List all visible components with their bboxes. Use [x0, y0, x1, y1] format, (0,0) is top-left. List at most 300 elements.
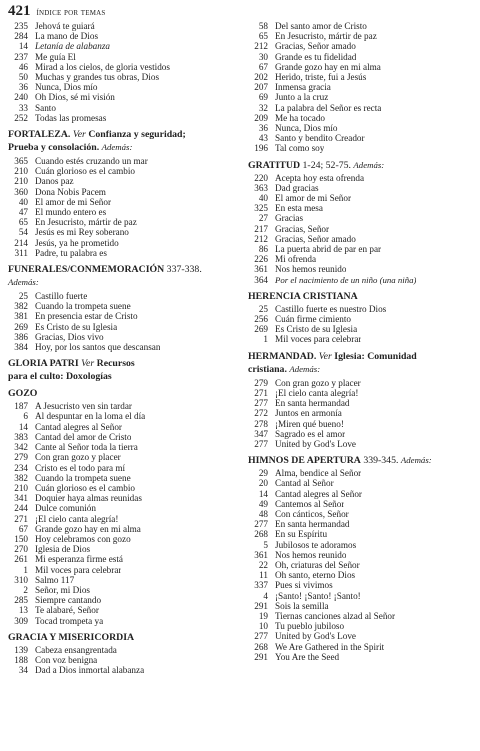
- hymn-number: 360: [14, 186, 28, 197]
- hymn-title: Con gran gozo y placer: [35, 452, 121, 463]
- index-entry: [8, 422, 242, 432]
- hymn-title: Dad a Dios inmortal alabanza: [35, 665, 145, 676]
- index-entry: [248, 642, 474, 652]
- hymn-title: Gracias, Dios vivo: [35, 331, 104, 342]
- hymn-number: 325: [254, 203, 268, 214]
- index-entry: [248, 478, 474, 488]
- section-heading-gracia: [8, 632, 242, 643]
- section-heading-hermandad-cont: [248, 364, 474, 375]
- hymn-title: Junto a la cruz: [275, 92, 329, 103]
- index-entry: [248, 398, 474, 408]
- hymn-title: En Jesucristo, mártir de paz: [275, 31, 377, 42]
- hymn-title: Cantad alegres al Señor: [275, 488, 362, 499]
- hymn-number: 337: [254, 580, 268, 591]
- hymn-title: Muchas y grandes tus obras, Dios: [35, 72, 160, 83]
- index-entry: [8, 534, 242, 544]
- entry-list: [248, 173, 474, 285]
- entry-list: [248, 468, 474, 662]
- index-entry: [8, 524, 242, 534]
- hymn-title: Nos hemos reunido: [275, 264, 347, 275]
- index-entry: [8, 463, 242, 473]
- hymn-number: 269: [14, 321, 28, 332]
- hymn-title: Sagrado es el amor: [275, 428, 346, 439]
- index-entry: [248, 133, 474, 143]
- hymn-number: 196: [254, 143, 268, 154]
- index-entry: [8, 411, 242, 421]
- section-title: FORTALEZA.: [8, 129, 71, 141]
- hymn-number: 309: [14, 615, 28, 626]
- index-entry: [248, 540, 474, 550]
- hymn-number: 384: [14, 342, 28, 353]
- hymn-title: En santa hermandad: [275, 398, 350, 409]
- hymn-number: 202: [254, 72, 268, 83]
- hymn-title: Grande gozo hay en mi alma: [35, 523, 141, 534]
- entry-list: [8, 291, 242, 352]
- hymn-number: 272: [254, 408, 268, 419]
- hymn-title: El amor de mi Señor: [275, 193, 352, 204]
- index-entry: [248, 591, 474, 601]
- entry-list: [248, 378, 474, 449]
- hymn-title: Con cánticos, Señor: [275, 508, 349, 519]
- hymn-title: Mil voces para celebrar: [35, 564, 122, 575]
- hymn-number: 43: [258, 133, 268, 144]
- hymn-number: 277: [254, 631, 268, 642]
- hymn-number: 54: [18, 227, 28, 238]
- index-entry: [248, 378, 474, 388]
- hymn-title: Es Cristo de su Iglesia: [35, 321, 118, 332]
- hymn-number: 256: [254, 314, 268, 325]
- hymn-number: 187: [14, 401, 28, 412]
- index-entry: [8, 291, 242, 301]
- hymn-number: 69: [258, 92, 268, 103]
- index-entry: [8, 605, 242, 615]
- hymn-title: Letanía de alabanza: [35, 41, 111, 52]
- index-entry: [248, 275, 474, 285]
- hymn-number: 2: [23, 584, 28, 595]
- hymn-title: Con voz benigna: [35, 654, 98, 665]
- hymn-title: Del santo amor de Cristo: [275, 21, 367, 31]
- hymn-title: Cantad alegres al Señor: [35, 421, 122, 432]
- entry-list: [248, 21, 474, 154]
- index-entry: [8, 322, 242, 332]
- hymn-number: 139: [14, 644, 28, 655]
- index-entry: [248, 621, 474, 631]
- hymn-title: Santo: [35, 102, 56, 113]
- hymn-title: United by God's Love: [275, 438, 357, 449]
- see-label: Ver: [81, 358, 95, 370]
- index-entry: [8, 585, 242, 595]
- index-entry: [8, 217, 242, 227]
- hymn-number: 67: [18, 523, 28, 534]
- hymn-number: 22: [258, 559, 268, 570]
- page-number: 421: [8, 3, 31, 19]
- hymn-title: Sois la semilla: [275, 600, 329, 611]
- entry-list: [8, 401, 242, 625]
- see-reference: Recursos: [96, 358, 135, 370]
- index-entry: [248, 601, 474, 611]
- hymn-title: We Are Gathered in the Spirit: [275, 641, 385, 652]
- hymn-title: Castillo fuerte es nuestro Dios: [275, 303, 387, 314]
- hymn-number: 311: [14, 247, 28, 258]
- hymn-number: 47: [18, 207, 28, 218]
- hymn-title: Tiernas canciones alzad al Señor: [275, 610, 396, 621]
- hymn-number: 240: [14, 92, 28, 103]
- index-entry: [248, 244, 474, 254]
- index-entry: [8, 197, 242, 207]
- index-entry: [8, 342, 242, 352]
- hymn-number: 361: [254, 264, 268, 275]
- hymn-number: 210: [14, 176, 28, 187]
- also-label: Además:: [353, 159, 385, 170]
- index-entry: [8, 452, 242, 462]
- left-column: [8, 21, 242, 675]
- hymn-number: 381: [14, 311, 28, 322]
- hymn-number: 341: [14, 493, 28, 504]
- index-entry: [248, 570, 474, 580]
- hymn-number: 212: [254, 41, 268, 52]
- hymn-title: La palabra del Señor es recta: [275, 102, 382, 113]
- hymn-number: 291: [254, 600, 268, 611]
- hymn-title: Mi ofrenda: [275, 254, 317, 265]
- index-entry: [8, 616, 242, 626]
- hymn-title: En santa hermandad: [275, 519, 350, 530]
- index-entry: [248, 388, 474, 398]
- index-entry: [8, 554, 242, 564]
- hymn-number: 383: [14, 431, 28, 442]
- index-entry: [8, 493, 242, 503]
- index-entry: [248, 52, 474, 62]
- hymn-number: 364: [254, 274, 268, 285]
- also-label: Además:: [8, 277, 39, 288]
- hymn-number: 1: [263, 334, 268, 345]
- hymn-title: Jubilosos te adoramos: [275, 539, 357, 550]
- hymn-title: En Jesucristo, mártir de paz: [35, 217, 137, 228]
- hymn-number: 5: [263, 539, 268, 550]
- hymn-title: Con gran gozo y placer: [275, 377, 361, 388]
- index-entry: [8, 103, 242, 113]
- hymn-number: 270: [14, 544, 28, 555]
- index-entry: [248, 550, 474, 560]
- index-entry: [248, 509, 474, 519]
- hymn-title: Padre, tu palabra es: [35, 247, 107, 258]
- index-entry: [8, 31, 242, 41]
- hymn-title: You Are the Seed: [275, 651, 340, 662]
- hymn-title: Oh Dios, sé mi visión: [35, 92, 115, 103]
- hymn-number: 277: [254, 519, 268, 530]
- hymn-number: 361: [254, 549, 268, 560]
- index-entry: [8, 432, 242, 442]
- index-entry: [8, 595, 242, 605]
- hymn-number: 212: [254, 233, 268, 244]
- index-entry: [248, 499, 474, 509]
- see-reference-cont: cristiana.: [248, 363, 287, 375]
- hymn-title: Cantad del amor de Cristo: [35, 431, 132, 442]
- also-label: Además:: [400, 455, 432, 466]
- index-entry: [248, 173, 474, 183]
- hymn-title: United by God's Love: [275, 631, 357, 642]
- index-entry: [8, 207, 242, 217]
- hymn-number: 207: [254, 82, 268, 93]
- hymn-number: 150: [14, 533, 28, 544]
- index-entry: [8, 332, 242, 342]
- hymn-number: 46: [18, 61, 28, 72]
- index-entry: [8, 82, 242, 92]
- index-entry: [248, 203, 474, 213]
- hymn-title: Cante al Señor toda la tierra: [35, 442, 138, 453]
- index-entry: [248, 304, 474, 314]
- index-entry: [8, 655, 242, 665]
- hymn-number: 14: [258, 488, 268, 499]
- hymn-title: Danos paz: [35, 176, 74, 187]
- hymn-title: Oh santo, eterno Dios: [275, 570, 356, 581]
- hymn-title: El amor de mi Señor: [35, 196, 112, 207]
- hymn-title: Nos hemos reunido: [275, 549, 347, 560]
- index-entry: [248, 264, 474, 274]
- hymn-number: 65: [258, 31, 268, 42]
- hymn-title: Cantad al Señor: [275, 478, 334, 489]
- hymn-number: 25: [18, 291, 28, 302]
- hymn-number: 6: [23, 411, 28, 422]
- hymn-number: 10: [258, 621, 268, 632]
- hymn-title: Grande es tu fidelidad: [275, 51, 357, 62]
- hymn-number: 49: [258, 498, 268, 509]
- hymn-number: 20: [258, 478, 268, 489]
- index-entry: [248, 193, 474, 203]
- section-heading-gratitud: [248, 160, 474, 171]
- index-entry: [8, 575, 242, 585]
- hymn-number: 86: [258, 244, 268, 255]
- hymn-title: Cuán glorioso es el cambio: [35, 166, 136, 177]
- hymn-title: Dulce comunión: [35, 503, 96, 514]
- hymn-title: Cuando estés cruzando un mar: [35, 156, 148, 167]
- hymn-number: 214: [14, 237, 28, 248]
- index-entry: [248, 519, 474, 529]
- hymn-number: 226: [254, 254, 268, 265]
- hymn-title: Mirad a los cielos, de gloria vestidos: [35, 61, 170, 72]
- hymn-number: 310: [14, 574, 28, 585]
- hymn-title: Dad gracias: [275, 182, 319, 193]
- index-entry: [248, 580, 474, 590]
- index-entry: [8, 565, 242, 575]
- hymn-title: Por el nacimiento de un niño (una niña): [275, 274, 417, 285]
- hymn-number: 65: [18, 217, 28, 228]
- also-label: Además:: [289, 363, 321, 374]
- index-entry: [8, 113, 242, 123]
- hymn-number: 279: [254, 377, 268, 388]
- index-entry: [248, 143, 474, 153]
- hymn-number: 269: [254, 324, 268, 335]
- index-entry: [8, 473, 242, 483]
- index-entry: [8, 544, 242, 554]
- hymn-number: 210: [14, 166, 28, 177]
- hymn-number: 217: [254, 223, 268, 234]
- hymn-title: Te alabaré, Señor: [35, 605, 99, 616]
- index-entry: [8, 227, 242, 237]
- hymn-number: 291: [254, 651, 268, 662]
- hymn-number: 30: [258, 51, 268, 62]
- hymn-title: Hoy celebramos con gozo: [35, 533, 131, 544]
- hymn-title: Tu pueblo jubiloso: [275, 621, 345, 632]
- hymn-number: 363: [254, 182, 268, 193]
- hymn-title: La mano de Dios: [35, 31, 99, 42]
- hymn-number: 277: [254, 398, 268, 409]
- hymn-title: Es Cristo de su Iglesia: [275, 324, 358, 335]
- hymn-number: 67: [258, 61, 268, 72]
- hymn-title: Al despuntar en la loma el día: [35, 411, 146, 422]
- index-entry: [248, 21, 474, 31]
- entry-list: [8, 21, 242, 123]
- hymn-title: ¡El cielo canta alegría!: [275, 387, 359, 398]
- index-entry: [248, 652, 474, 662]
- index-entry: [8, 21, 242, 31]
- right-column: [248, 21, 474, 662]
- index-entry: [248, 103, 474, 113]
- index-entry: [8, 156, 242, 166]
- index-entry: [248, 419, 474, 429]
- hymn-number: 25: [258, 303, 268, 314]
- hymn-number: 279: [14, 452, 28, 463]
- hymn-title: Señor, mi Dios: [35, 584, 91, 595]
- index-entry: [8, 301, 242, 311]
- hymn-number: 237: [14, 51, 28, 62]
- section-range: 337-338.: [166, 264, 202, 276]
- also-label: Además:: [101, 142, 133, 153]
- section-range: 339-345.: [363, 455, 399, 467]
- index-entry: [248, 429, 474, 439]
- hymn-number: 234: [14, 462, 28, 473]
- hymn-title: En esta mesa: [275, 203, 323, 214]
- hymn-number: 209: [254, 112, 268, 123]
- hymn-title: Juntos en armonía: [275, 408, 342, 419]
- index-entry: [248, 529, 474, 539]
- hymn-number: 220: [254, 172, 268, 183]
- hymn-title: Castillo fuerte: [35, 291, 88, 302]
- see-label: Ver: [318, 350, 332, 362]
- hymn-title: Inmensa gracia: [275, 82, 331, 93]
- index-entry: [8, 442, 242, 452]
- hymn-title: Nunca, Dios mío: [275, 123, 338, 134]
- section-range: 1-24; 52-75.: [302, 159, 351, 171]
- index-entry: [8, 166, 242, 176]
- section-heading-herencia: [248, 291, 474, 302]
- index-entry: [248, 631, 474, 641]
- index-entry: [248, 234, 474, 244]
- hymn-number: 14: [18, 421, 28, 432]
- hymn-title: En su Espíritu: [275, 529, 328, 540]
- hymn-number: 48: [258, 508, 268, 519]
- index-entry: [248, 113, 474, 123]
- hymn-title: Jesús es mi Rey soberano: [35, 227, 129, 238]
- hymn-title: Acepta hoy esta ofrenda: [275, 172, 365, 183]
- hymn-number: 11: [259, 570, 268, 581]
- hymn-title: Cuando la trompeta suene: [35, 301, 131, 312]
- section-heading-gloria: [8, 358, 242, 369]
- hymn-number: 382: [14, 301, 28, 312]
- hymn-title: Mi esperanza firme está: [35, 554, 124, 565]
- see-reference-cont: para el culto: Doxologías: [8, 371, 112, 383]
- hymn-number: 36: [18, 82, 28, 93]
- index-entry: [8, 665, 242, 675]
- hymn-number: 261: [14, 554, 28, 565]
- hymn-number: 27: [258, 213, 268, 224]
- hymn-title: Herido, triste, fui a Jesús: [275, 72, 367, 83]
- hymn-number: 268: [254, 641, 268, 652]
- index-entry: [248, 324, 474, 334]
- index-entry: [248, 334, 474, 344]
- hymn-number: 386: [14, 331, 28, 342]
- entry-list: [8, 645, 242, 676]
- hymn-number: 14: [18, 41, 28, 52]
- section-title: GOZO: [8, 388, 38, 400]
- index-entry: [8, 248, 242, 258]
- hymn-title: Cuando la trompeta suene: [35, 472, 131, 483]
- index-entry: [8, 238, 242, 248]
- hymn-number: 32: [258, 102, 268, 113]
- index-entry: [8, 311, 242, 321]
- entry-list: [248, 304, 474, 345]
- section-title: GLORIA PATRI: [8, 358, 79, 370]
- hymn-title: ¡Miren qué bueno!: [275, 418, 344, 429]
- index-entry: [248, 408, 474, 418]
- hymn-title: Tocad trompeta ya: [35, 615, 104, 626]
- hymn-number: 365: [14, 156, 28, 167]
- hymn-title: ¡Santo! ¡Santo! ¡Santo!: [275, 590, 361, 601]
- hymn-title: Oh, criaturas del Señor: [275, 559, 360, 570]
- hymn-number: 40: [18, 196, 28, 207]
- section-heading-hermandad: [248, 351, 474, 362]
- page-header: [8, 3, 106, 20]
- hymn-title: Alma, bendice al Señor: [275, 468, 362, 479]
- hymn-number: 382: [14, 472, 28, 483]
- index-entry: [8, 187, 242, 197]
- hymn-title: Pues si vivimos: [275, 580, 333, 591]
- hymn-number: 40: [258, 193, 268, 204]
- index-entry: [8, 72, 242, 82]
- hymn-title: En presencia estar de Cristo: [35, 311, 138, 322]
- hymn-number: 268: [254, 529, 268, 540]
- hymn-number: 36: [258, 123, 268, 134]
- index-entry: [248, 560, 474, 570]
- hymn-title: Gracias, Señor amado: [275, 233, 356, 244]
- section-heading-fortaleza: [8, 129, 242, 140]
- hymn-title: Cantemos al Señor: [275, 498, 345, 509]
- hymn-title: Mil voces para celebrar: [275, 334, 362, 345]
- hymn-number: 34: [18, 665, 28, 676]
- hymn-number: 285: [14, 595, 28, 606]
- section-heading-funerales-cont: [8, 277, 242, 288]
- index-entry: [8, 176, 242, 186]
- index-entry: [248, 489, 474, 499]
- hymn-number: 347: [254, 428, 268, 439]
- index-entry: [248, 183, 474, 193]
- hymn-title: Tal como soy: [275, 143, 325, 154]
- hymn-title: El mundo entero es: [35, 207, 107, 218]
- hymn-number: 188: [14, 654, 28, 665]
- hymn-title: A Jesucristo ven sin tardar: [35, 401, 132, 412]
- hymn-number: 19: [258, 610, 268, 621]
- hymn-title: Me guía El: [35, 51, 76, 62]
- index-entry: [248, 213, 474, 223]
- hymn-number: 271: [254, 387, 268, 398]
- index-entry: [248, 314, 474, 324]
- hymn-number: 4: [263, 590, 268, 601]
- index-entry: [8, 503, 242, 513]
- section-title: HIMNOS DE APERTURA: [248, 455, 361, 467]
- index-entry: [8, 514, 242, 524]
- index-entry: [8, 62, 242, 72]
- hymn-number: 278: [254, 418, 268, 429]
- section-heading-gloria-cont: [8, 371, 242, 382]
